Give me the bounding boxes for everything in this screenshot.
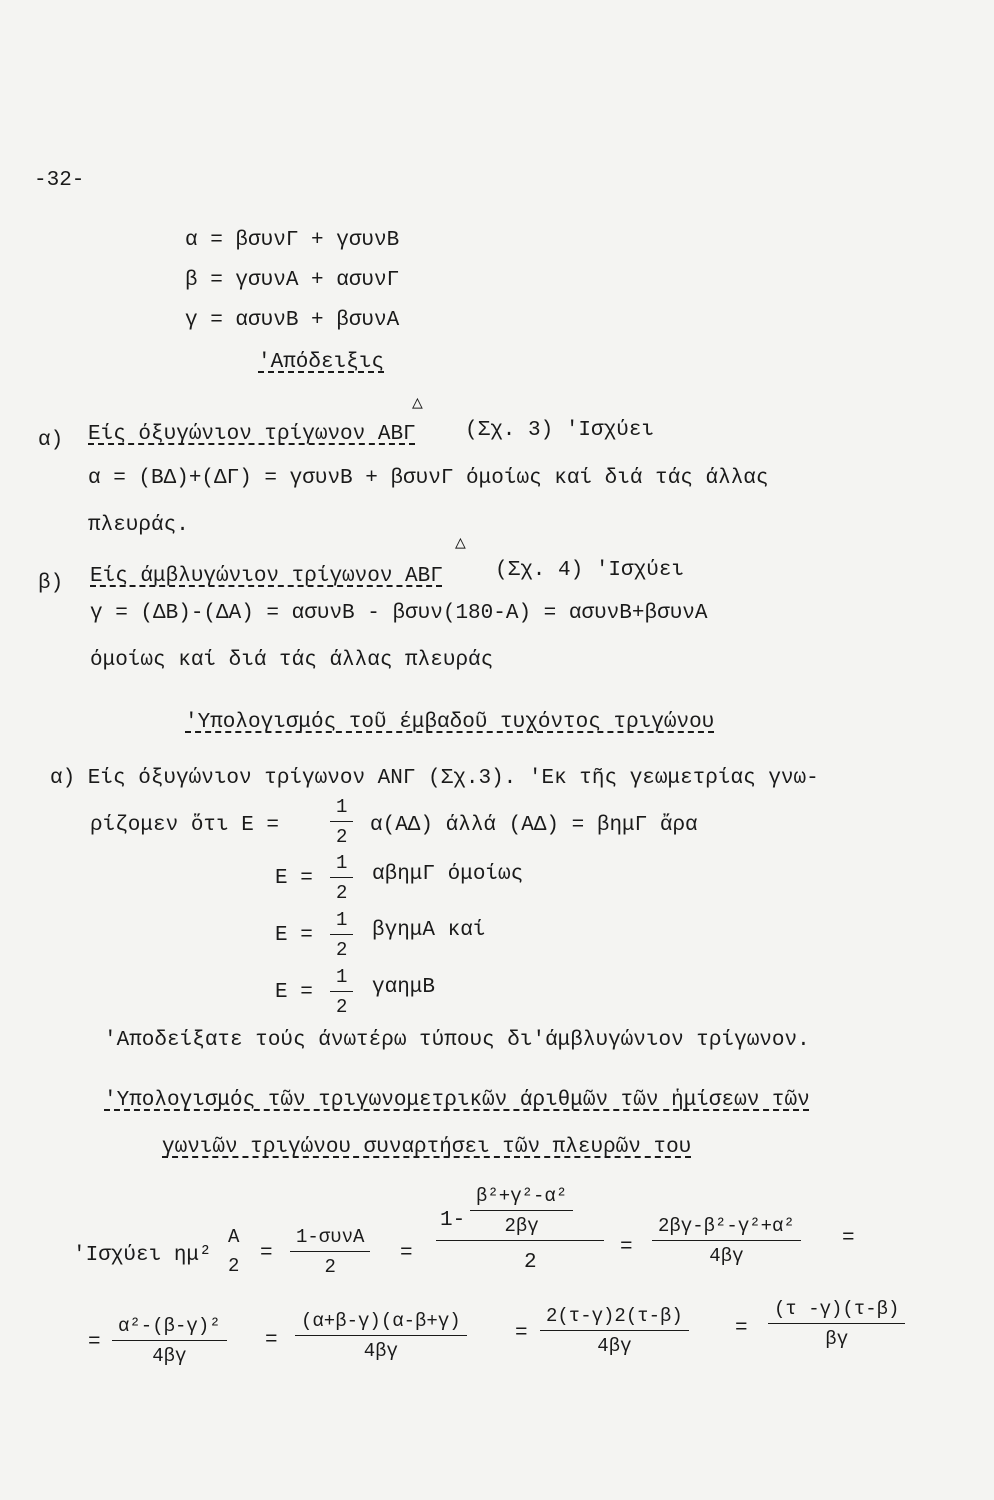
fraction-difference-of-squares <box>112 1315 227 1367</box>
inner-one-minus: 1- <box>440 1209 466 1232</box>
part-b-label: β) <box>38 572 64 595</box>
half-angle-heading-line2: γωνιῶν τριγώνου συναρτήσει τῶν πλευρῶν του <box>162 1136 692 1159</box>
triangle-symbol: △ <box>455 534 466 554</box>
area-eq2-lhs: Ε = <box>275 867 313 890</box>
area-eq2-rest: αβημΓ όμοίως <box>372 863 524 886</box>
fraction-one-half <box>330 909 353 961</box>
fraction-one-half <box>330 966 353 1018</box>
part-a-line2: πλευράς. <box>88 514 189 537</box>
fraction-denominator: 2βγ <box>504 1215 539 1237</box>
equals-sign: = <box>265 1329 278 1352</box>
fraction-numerator: (τ -γ)(τ-β) <box>768 1298 905 1324</box>
fraction-denominator: 2 <box>336 939 348 961</box>
fraction-a-over-2 <box>222 1226 245 1277</box>
fraction-semiperimeter <box>540 1305 689 1357</box>
part-b-reference: (Σχ. 4) 'Ισχύει <box>495 559 685 582</box>
fraction-numerator: 1 <box>330 966 353 992</box>
part-a-line1: α = (ΒΔ)+(ΔΓ) = γσυνΒ + βσυνΓ όμοίως καί διά τάς άλλας <box>88 467 769 490</box>
equals-sign: = <box>88 1331 101 1354</box>
formula-gamma: γ = ασυνΒ + βσυνΑ <box>185 309 400 332</box>
fraction-denominator: 2 <box>336 882 348 904</box>
page-number: -32- <box>34 169 85 192</box>
fraction-numerator: 2βγ-β²-γ²+α² <box>652 1215 801 1241</box>
area-line1: α) Είς όξυγώνιον τρίγωνον ΑΝΓ (Σχ.3). 'Εκ τῆς γεωμετρίας γνω- <box>50 767 819 790</box>
half-angle-lead: 'Ισχύει ημ² <box>73 1244 212 1267</box>
area-eq3-lhs: Ε = <box>275 924 313 947</box>
fraction-numerator: 1 <box>330 852 353 878</box>
equals-sign: = <box>260 1242 273 1265</box>
fraction-numerator: 2(τ-γ)2(τ-β) <box>540 1305 689 1331</box>
fraction-numerator: (α+β-γ)(α-β+γ) <box>295 1310 467 1336</box>
part-a-reference: (Σχ. 3) 'Ισχύει <box>465 419 655 442</box>
half-angle-heading-line1: 'Υπολογισμός τῶν τριγωνομετρικῶν άριθμῶν τῶν ἡμίσεων τῶν <box>104 1089 810 1112</box>
formula-beta: β = γσυνΑ + ασυνΓ <box>185 269 400 292</box>
fraction-result <box>768 1298 905 1350</box>
fraction-denominator: 4βγ <box>709 1245 744 1267</box>
fraction-denominator: 2 <box>324 1256 336 1278</box>
area-eq1-rest: α(ΑΔ) άλλά (ΑΔ) = βημΓ ἄρα <box>370 814 698 837</box>
fraction-one-half <box>330 852 353 904</box>
fraction-numerator: 1-συνΑ <box>290 1226 370 1252</box>
fraction-denominator: 2 <box>336 826 348 848</box>
fraction-denominator: 2 <box>524 1251 537 1274</box>
area-eq4-rest: γαημΒ <box>372 976 436 999</box>
main-fraction-bar <box>436 1240 604 1241</box>
part-b-line2: όμοίως καί διά τάς άλλας πλευράς <box>90 649 494 672</box>
equals-sign: = <box>620 1236 633 1259</box>
fraction-inner-cosine <box>470 1185 573 1237</box>
fraction-denominator: βγ <box>825 1328 849 1350</box>
fraction-denominator: 4βγ <box>363 1340 398 1362</box>
part-b-line1: γ = (ΔΒ)-(ΔΑ) = ασυνΒ - βσυν(180-Α) = ασυνΒ+βσυνΑ <box>90 602 708 625</box>
fraction-denominator: 2 <box>336 996 348 1018</box>
fraction-denominator: 4βγ <box>152 1345 187 1367</box>
equals-sign: = <box>735 1317 748 1340</box>
equals-sign: = <box>515 1322 528 1345</box>
area-line2-prefix: ρίζομεν ὅτι Ε = <box>90 814 280 837</box>
fraction-numerator: α²-(β-γ)² <box>112 1315 227 1341</box>
proof-heading: 'Απόδειξις <box>258 351 385 374</box>
proof-instruction: 'Αποδείξατε τούς άνωτέρω τύπους δι'άμβλυγώνιον τρίγωνον. <box>104 1029 810 1052</box>
fraction-one-minus-cosa <box>290 1226 370 1278</box>
area-eq4-lhs: Ε = <box>275 981 313 1004</box>
area-heading: 'Υπολογισμός τοῦ έμβαδοῦ τυχόντος τριγώνου <box>185 711 715 734</box>
fraction-denominator: 2 <box>228 1255 240 1277</box>
part-a-heading: Είς όξυγώνιον τρίγωνον ΑΒΓ <box>88 423 416 446</box>
fraction-numerator: 1 <box>330 796 353 822</box>
part-a-label: α) <box>38 429 64 452</box>
fraction-one-half <box>330 796 353 848</box>
equals-sign: = <box>842 1227 855 1250</box>
fraction-numerator: Α <box>228 1226 240 1248</box>
formula-alpha: α = βσυνΓ + γσυνΒ <box>185 229 400 252</box>
fraction-numerator: 1 <box>330 909 353 935</box>
triangle-symbol: △ <box>412 394 423 414</box>
equals-sign: = <box>400 1242 413 1265</box>
part-b-heading: Είς άμβλυγώνιον τρίγωνον ΑΒΓ <box>90 565 443 588</box>
fraction-numerator: β²+γ²-α² <box>470 1185 573 1211</box>
area-eq3-rest: βγημΑ καί <box>372 919 486 942</box>
fraction-denominator: 4βγ <box>597 1335 632 1357</box>
fraction-expanded <box>652 1215 801 1267</box>
fraction-factored <box>295 1310 467 1362</box>
